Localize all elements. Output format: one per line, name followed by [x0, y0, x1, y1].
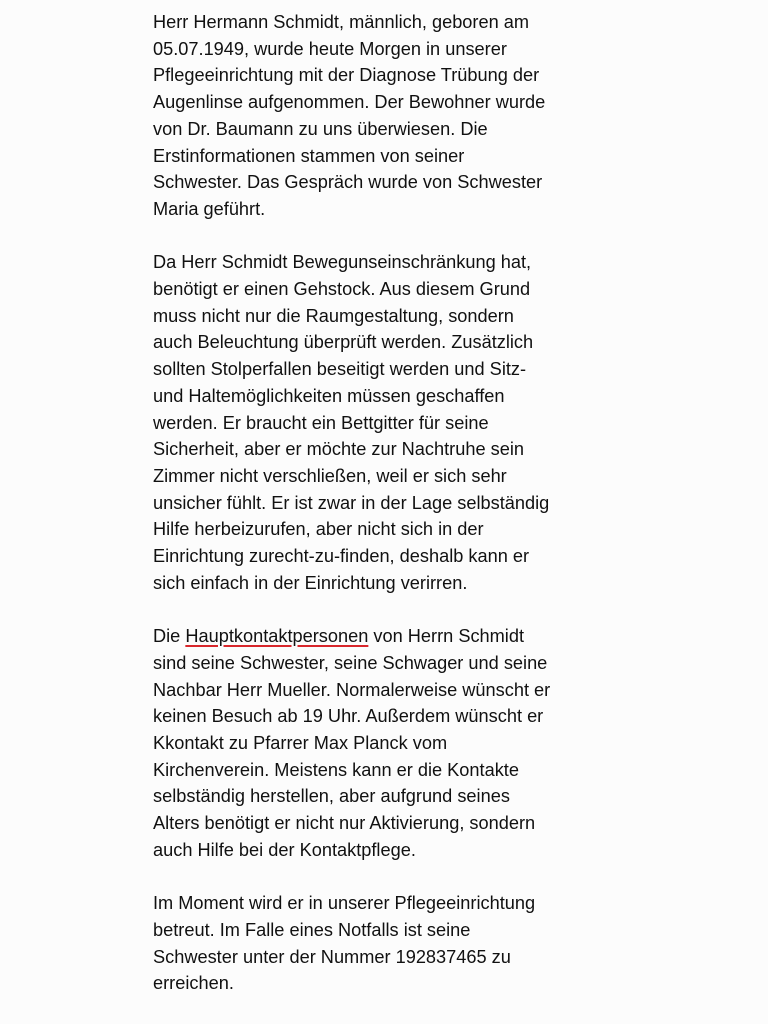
text-line: auch Hilfe bei der Kontaktpflege. [153, 839, 416, 860]
text-line: Kkontakt zu Pfarrer Max Planck vom [153, 732, 448, 753]
text-line: sich einfach in der Einrichtung verirren. [153, 572, 468, 593]
text-line: 05.07.1949, wurde heute Morgen in unserer [153, 38, 507, 59]
text-line: erreichen. [153, 973, 234, 994]
text-line: benötigt er einen Gehstock. Aus diesem Grund [153, 279, 531, 300]
text-line: Maria geführt. [153, 198, 266, 219]
text-line: von Dr. Baumann zu uns überwiesen. Die [153, 118, 488, 139]
text-line: Im Moment wird er in unserer Pflegeeinrichtung [153, 893, 536, 914]
text-line: unsicher fühlt. Er ist zwar in der Lage selbständig [153, 492, 550, 513]
text-line: betreut. Im Falle eines Notfalls ist seine [153, 919, 471, 940]
text-line: und Haltemöglichkeiten müssen geschaffen [153, 385, 505, 406]
text-line: Augenlinse aufgenommen. Der Bewohner wurde [153, 92, 546, 113]
text-line: Zimmer nicht verschließen, weil er sich sehr [153, 465, 507, 486]
text-line [153, 623, 623, 650]
text-line: Hilfe herbeizurufen, aber nicht sich in der [153, 519, 484, 540]
text-line: werden. Er braucht ein Bettgitter für seine [153, 412, 489, 433]
text-line: Herr Hermann Schmidt, männlich, geboren am [153, 12, 530, 32]
text-line: Schwester. Das Gespräch wurde von Schwester [153, 172, 543, 193]
paragraph-admission [153, 9, 623, 223]
text-line: auch Beleuchtung überprüft werden. Zusätzlich [153, 332, 534, 353]
text-line: Kirchenverein. Meistens kann er die Kontakte [153, 759, 519, 780]
paragraph-mobility [153, 249, 623, 596]
text-line: Einrichtung zurecht-zu-finden, deshalb kann er [153, 546, 530, 567]
text-line: Sicherheit, aber er möchte zur Nachtruhe sein [153, 439, 525, 460]
text-line: Nachbar Herr Mueller. Normalerweise wünscht er [153, 679, 551, 700]
text-fragment: von Herrn Schmidt [368, 626, 525, 647]
text-line: muss nicht nur die Raumgestaltung, sondern [153, 305, 514, 326]
text-line: sollten Stolperfallen beseitigt werden und Sitz- [153, 359, 527, 380]
paragraph-contacts [153, 623, 623, 863]
text-line: Erstinformationen stammen von seiner [153, 145, 465, 166]
text-line: Da Herr Schmidt Bewegunseinschränkung hat, [153, 252, 532, 273]
text-line: sind seine Schwester, seine Schwager und seine [153, 652, 548, 673]
spellcheck-flagged-word[interactable]: Hauptkontaktpersonen [185, 626, 369, 647]
text-line: Pflegeeinrichtung mit der Diagnose Trübung der [153, 65, 540, 86]
text-line: Alters benötigt er nicht nur Aktivierung, sondern [153, 813, 536, 834]
document-text [153, 9, 623, 1024]
text-line: selbständig herstellen, aber aufgrund seines [153, 786, 510, 807]
text-fragment: Die [153, 626, 186, 647]
text-line: Schwester unter der Nummer 192837465 zu [153, 946, 511, 967]
paragraph-emergency [153, 890, 623, 997]
text-line: keinen Besuch ab 19 Uhr. Außerdem wünscht er [153, 706, 544, 727]
